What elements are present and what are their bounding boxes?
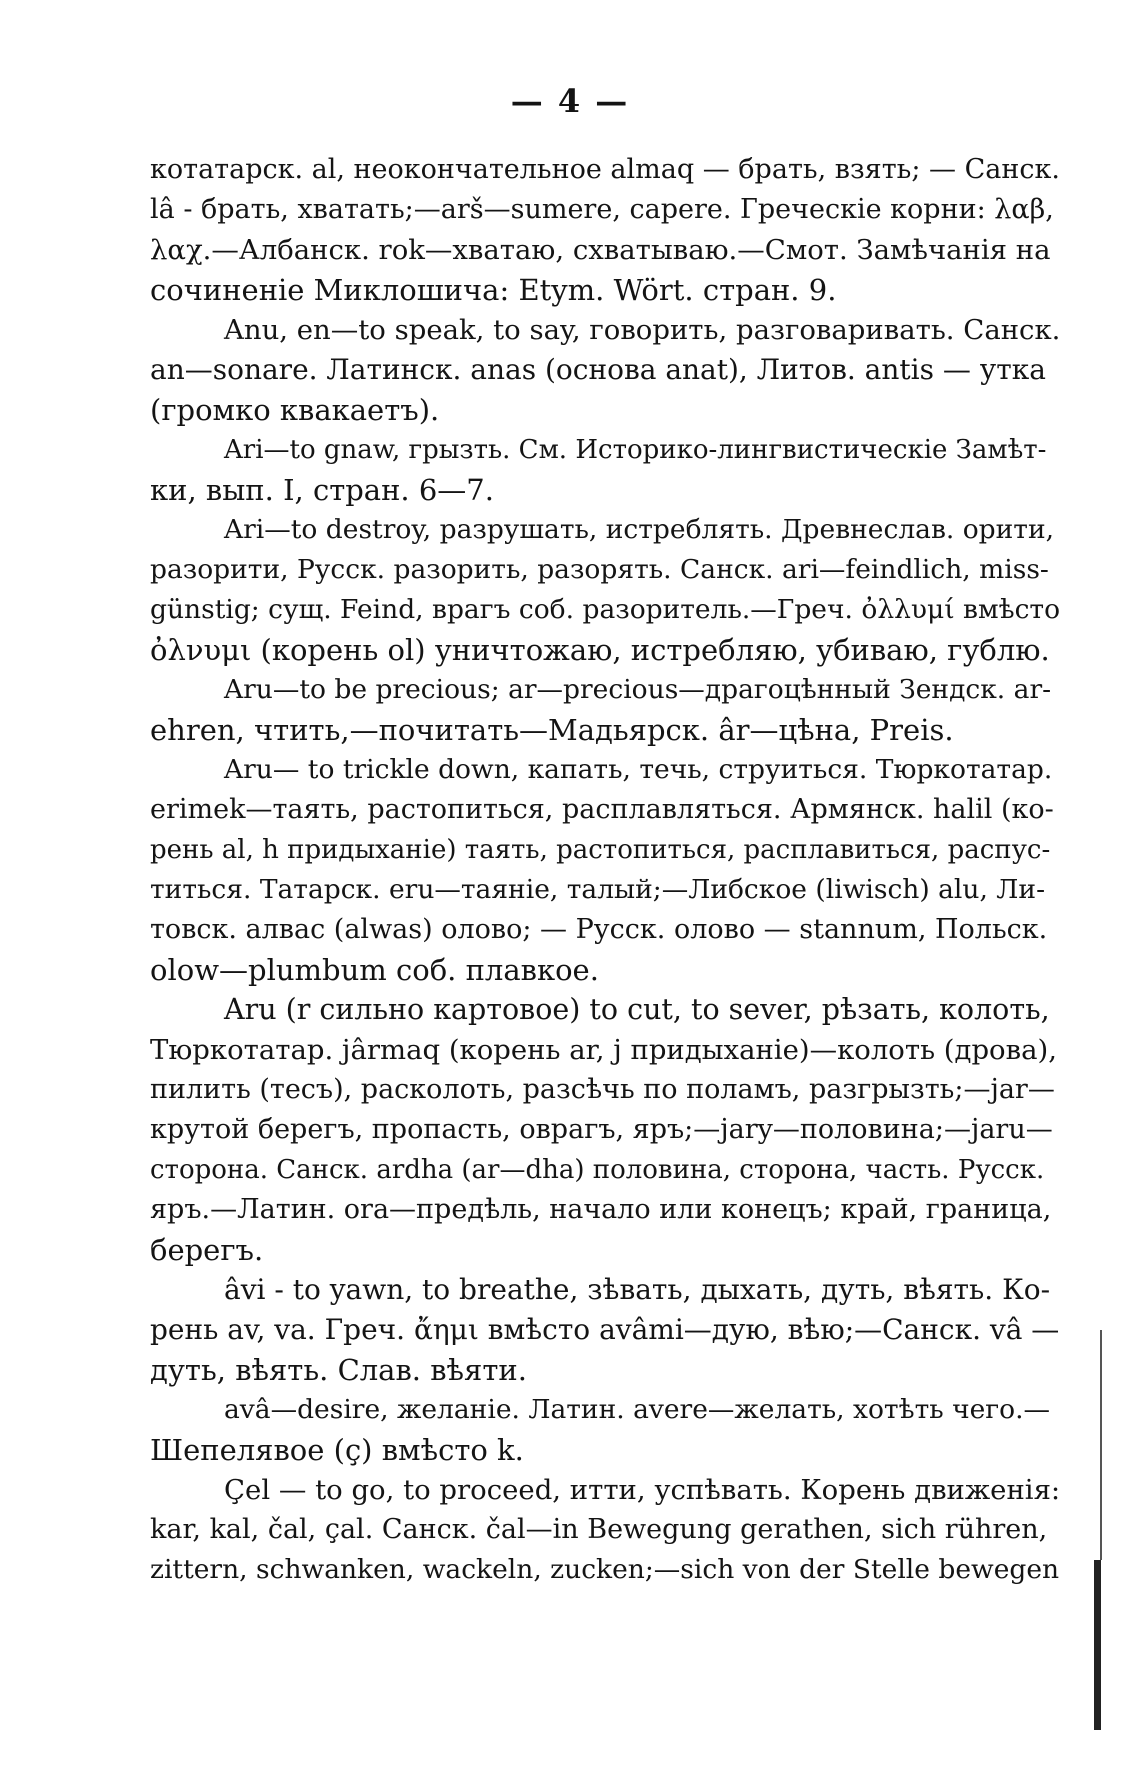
text-line: Aru—to be precious; ar—precious—драгоцѣнный Зендск. ar- [224,674,1052,705]
text-line: Шепелявое (ç) вмѣсто k. [150,1433,524,1467]
text-line: avâ—desire, желанiе. Латин. avere—желать, хотѣть чего.— [224,1394,1051,1425]
page-edge-mark [1094,1560,1101,1730]
text-line: Çel — to go, to proceed, итти, успѣвать. Корень движенiя: [224,1474,1060,1506]
text-line: Ari—to destroy, разрушать, истреблять. Древнеслав. орити, [224,514,1055,545]
text-line: Тюркотатар. jârmaq (корень ar, j придыханiе)—колоть (дрова), [150,1034,1057,1066]
page-number: — 4 — [510,82,630,120]
text-line: берегъ. [150,1233,264,1267]
text-line: товск. алвас (alwas) олово; — Русск. олово — stannum, Польск. [150,914,1048,945]
text-line: пилить (тесъ), расколоть, разсѣчь по поламъ, разгрызть;—jar— [150,1074,1055,1105]
text-line: (громко квакаетъ). [150,393,440,427]
text-line: λαχ.—Албанск. rok—хватаю, схватываю.—Смот. Замѣчанiя на [150,234,1051,266]
text-line: сочиненiе Миклошича: Etym. Wört. стран. 9. [150,273,837,307]
text-line: Anu, en—to speak, to say, говорить, разговаривать. Санск. [224,314,1060,346]
text-line: ehren, чтить,—почитать—Мадьярск. âr—цѣна, Preis. [150,713,954,747]
text-line: an—sonare. Латинск. anas (основа anat), Литов. antis — утка [150,353,1046,386]
text-line: erimek—таять, растопиться, расплавляться. Армянск. halil (ко- [150,794,1054,825]
text-line: zittern, schwanken, wackeln, zucken;—sich von der Stelle bewegen [150,1554,1060,1585]
text-line: kar, kal, čal, çal. Санск. čal—in Bewegung gerathen, sich rühren, [150,1514,1048,1545]
text-line: титься. Татарск. eru—таянiе, талый;—Либское (liwisch) alu, Ли- [150,874,1046,905]
text-line: Aru— to trickle down, капать, течь, струиться. Тюркотатар. [224,754,1053,785]
page-edge-shadow [1100,1330,1102,1560]
text-line: Ari—to gnaw, грызть. См. Историко-лингвистическiе Замѣт- [224,435,1047,465]
text-line: дуть, вѣять. Слав. вѣяти. [150,1353,527,1387]
text-line: âvi - to yawn, to breathe, зѣвать, дыхать, дуть, вѣять. Ко- [224,1273,1051,1306]
text-line: разорити, Русск. разорить, разорять. Санск. ari—feindlich, miss- [150,554,1049,585]
text-line: рень av, va. Греч. ἄημι вмѣсто avâmi—дую, вѣю;—Санск. vâ — [150,1313,1060,1346]
text-line: яръ.—Латин. ora—предѣль, начало или конецъ; край, граница, [150,1194,1052,1225]
text-line: Aru (r сильно картовое) to cut, to sever, рѣзать, колоть, [224,993,1050,1026]
text-line: lâ - брать, хватать;—arš—sumere, capere. Греческiе корни: λαβ, [150,194,1054,225]
text-line: крутой берегъ, пропасть, оврагъ, яръ;—jary—половина;—jaru— [150,1114,1053,1145]
text-line: сторона. Санск. ardha (ar—dha) половина, сторона, часть. Русск. [150,1155,1045,1185]
body-text [150,150,1060,1590]
text-line: ки, вып. I, стран. 6—7. [150,473,494,507]
text-line: котатарск. al, неокончательное almaq — брать, взять; — Санск. [150,154,1060,185]
text-line: рень al, h придыханiе) таять, растопиться, расплавиться, распус- [150,835,1051,865]
text-line: olow—plumbum соб. плавкое. [150,953,599,987]
text-line: ὀλνυμι (корень ol) уничтожаю, истребляю, убиваю, гублю. [150,633,1050,667]
text-line: günstig; сущ. Feind, врагъ соб. разоритель.—Греч. ὀλλυμί вмѣсто [150,594,1060,625]
